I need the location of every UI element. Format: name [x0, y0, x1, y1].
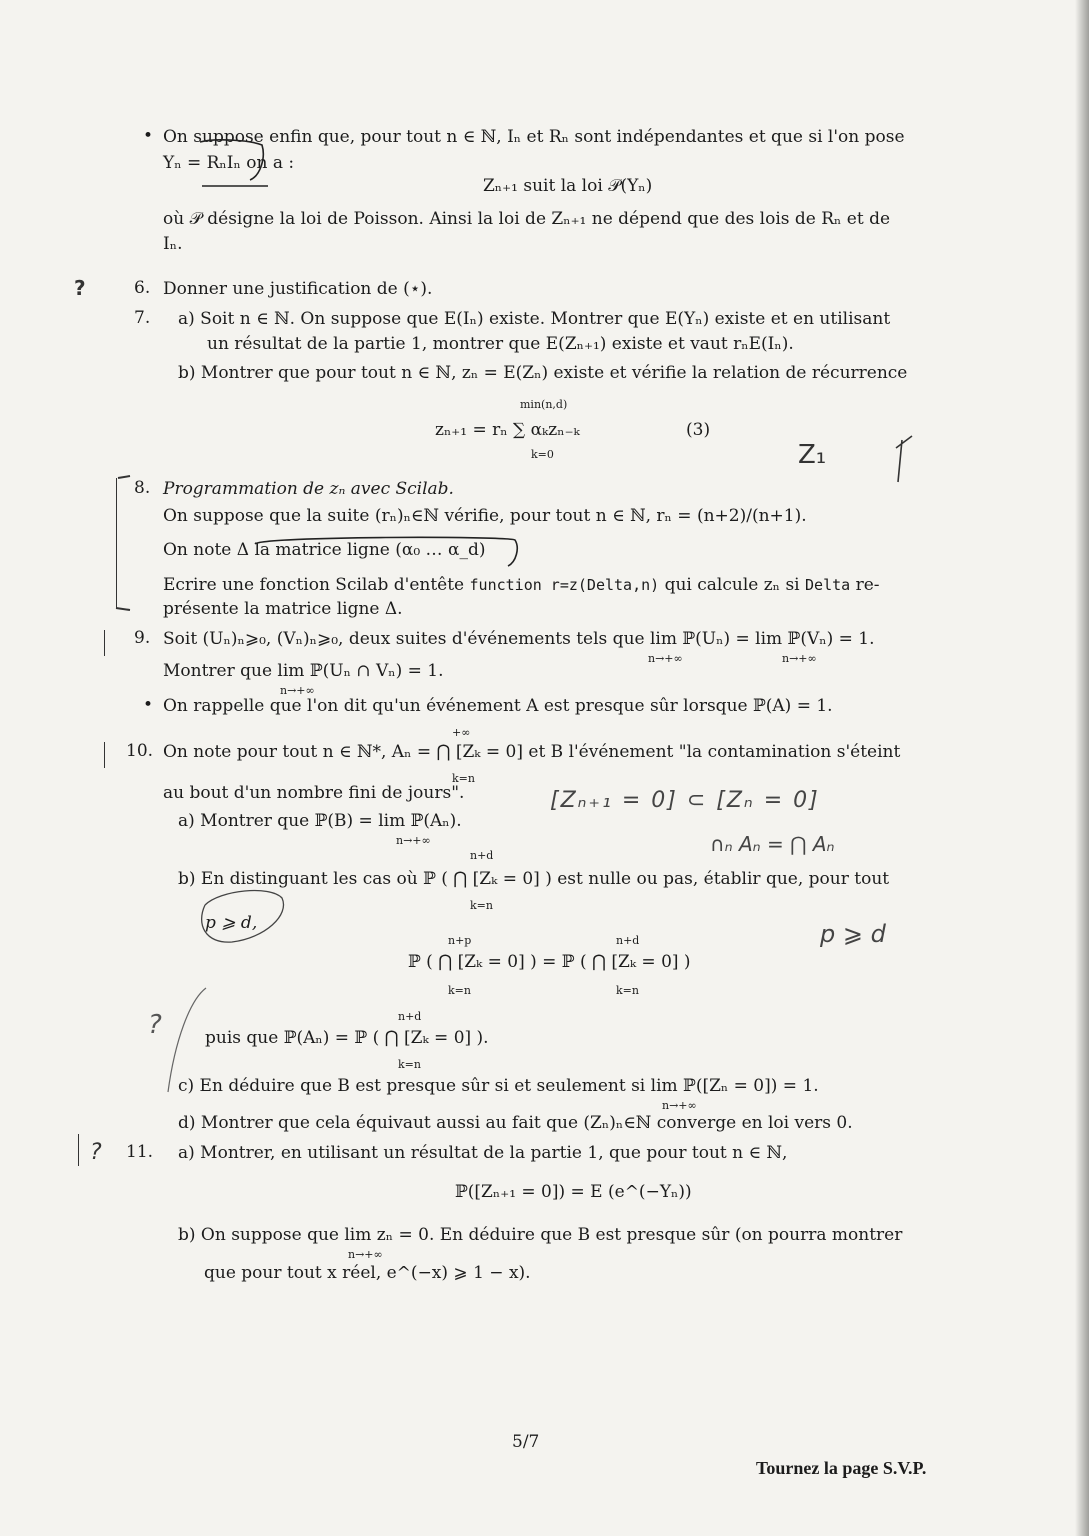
q8-line3-text-b: qui calcule zₙ si	[664, 575, 800, 595]
bullet1-line3: où 𝒫 désigne la loi de Poisson. Ainsi la loi de Zₙ₊₁ ne dépend que des lois de Rₙ et de	[163, 209, 891, 229]
q10-eq-bottom2: k=n	[616, 984, 639, 997]
q10-a-lim: n→+∞	[396, 834, 431, 847]
q8-code-function: function r=z(Delta,n)	[469, 576, 660, 594]
q10-c-lim: n→+∞	[662, 1099, 697, 1112]
q8-line1: On suppose que la suite (rₙ)ₙ∈ℕ vérifie, pour tout n ∈ ℕ, rₙ = (n+2)/(n+1).	[163, 506, 807, 526]
q11-a: a) Montrer, en utilisant un résultat de la partie 1, que pour tout n ∈ ℕ,	[178, 1143, 788, 1163]
q10-b-bottom: k=n	[470, 899, 493, 912]
q8-number: 8.	[134, 478, 151, 498]
q7-formula-main: zₙ₊₁ = rₙ ∑ αₖzₙ₋ₖ	[435, 420, 580, 440]
q7-a-line1: a) Soit n ∈ ℕ. On suppose que E(Iₙ) existe. Montrer que E(Yₙ) existe et en utilisant	[178, 309, 891, 329]
page-number: 5/7	[512, 1432, 540, 1452]
q10-c: c) En déduire que B est presque sûr si et seulement si lim ℙ([Zₙ = 0]) = 1.	[178, 1076, 819, 1096]
handwritten-note-intersection: ∩ₙ Aₙ = ⋂ Aₙ	[710, 832, 835, 856]
q7-formula-top: min(n,d)	[520, 398, 568, 411]
q10-b-line2: p ⩾ d,	[205, 913, 258, 933]
q6-number: 6.	[134, 278, 151, 298]
q8-line3-text-a: Ecrire une fonction Scilab d'entête	[163, 575, 465, 595]
q9-lim-sub-2: n→+∞	[782, 652, 817, 665]
bullet1-formula: Zₙ₊₁ suit la loi 𝒫(Yₙ)	[483, 176, 653, 196]
q10-b3-top: n+d	[398, 1010, 422, 1023]
q10-number: 10.	[126, 741, 154, 761]
q11-number: 11.	[126, 1142, 154, 1162]
bullet1-line2: Yₙ = RₙIₙ on a :	[163, 153, 295, 173]
q10-d: d) Montrer que cela équivaut aussi au fait que (Zₙ)ₙ∈ℕ converge en loi vers 0.	[178, 1113, 853, 1133]
q7-number: 7.	[134, 308, 151, 328]
q9-line1: Soit (Uₙ)ₙ⩾₀, (Vₙ)ₙ⩾₀, deux suites d'événements tels que lim ℙ(Uₙ) = lim ℙ(Vₙ) = 1.	[163, 629, 875, 649]
q10-eq-bottom1: k=n	[448, 984, 471, 997]
q10-b-top: n+d	[470, 849, 494, 862]
q10-b3-bottom: k=n	[398, 1058, 421, 1071]
q8-title: Programmation de zₙ avec Scilab.	[163, 479, 454, 499]
q8-line2: On note Δ la matrice ligne (α₀ … α_d)	[163, 540, 486, 560]
turn-page-note: Tournez la page S.V.P.	[756, 1458, 927, 1478]
q10-eq: ℙ ( ⋂ [Zₖ = 0] ) = ℙ ( ⋂ [Zₖ = 0] )	[408, 952, 691, 972]
q10-a: a) Montrer que ℙ(B) = lim ℙ(Aₙ).	[178, 811, 462, 831]
handwritten-note-p-geq-d: p ⩾ d	[820, 920, 886, 948]
bullet-dot: •	[143, 126, 154, 146]
handwritten-note-inclusion: [Zₙ₊₁ = 0] ⊂ [Zₙ = 0]	[550, 788, 820, 813]
bullet-dot-2: •	[143, 695, 154, 715]
q7-a-line2: un résultat de la partie 1, montrer que E(Zₙ₊₁) existe et vaut rₙE(Iₙ).	[207, 334, 794, 354]
q10-eq-top2: n+d	[616, 934, 640, 947]
q9-number: 9.	[134, 628, 151, 648]
q8-code-delta: Delta	[805, 576, 851, 594]
q9-line2: Montrer que lim ℙ(Uₙ ∩ Vₙ) = 1.	[163, 661, 444, 681]
q9-lim-sub-1: n→+∞	[648, 652, 683, 665]
handwritten-question-mark-3: ?	[148, 1010, 162, 1040]
q9-lim-sub-3: n→+∞	[280, 684, 315, 697]
handwritten-z1: Z₁	[798, 440, 827, 470]
q6-text: Donner une justification de (⋆).	[163, 279, 433, 299]
q11-formula: ℙ([Zₙ₊₁ = 0]) = E (e^(−Yₙ))	[455, 1182, 692, 1202]
q11-b-line1: b) On suppose que lim zₙ = 0. En déduire que B est presque sûr (on pourra montrer	[178, 1225, 903, 1245]
q8-line4: présente la matrice ligne Δ.	[163, 599, 403, 619]
handwritten-question-mark-1: ?	[74, 276, 86, 300]
q11-b-lim: n→+∞	[348, 1248, 383, 1261]
bullet2-text: On rappelle que l'on dit qu'un événement A est presque sûr lorsque ℙ(A) = 1.	[163, 696, 833, 716]
q10-eq-top1: n+p	[448, 934, 472, 947]
q10-b-line1: b) En distinguant les cas où ℙ ( ⋂ [Zₖ = 0] ) est nulle ou pas, établir que, pour tout	[178, 869, 890, 889]
q10-b-line3: puis que ℙ(Aₙ) = ℙ ( ⋂ [Zₖ = 0] ).	[205, 1028, 489, 1048]
q10-line1: On note pour tout n ∈ ℕ*, Aₙ = ⋂ [Zₖ = 0] et B l'événement "la contamination s'éteint	[163, 742, 901, 762]
q11-b-line2: que pour tout x réel, e^(−x) ⩾ 1 − x).	[204, 1263, 531, 1283]
q7-formula-bottom: k=0	[531, 448, 554, 461]
q7-formula-tag: (3)	[686, 420, 711, 440]
handwritten-question-mark-2: ?	[90, 1140, 102, 1165]
q10-line2: au bout d'un nombre fini de jours".	[163, 783, 465, 803]
bullet1-line4: Iₙ.	[163, 234, 183, 254]
q8-line3-text-c: re-	[855, 575, 880, 595]
q7-b-line1: b) Montrer que pour tout n ∈ ℕ, zₙ = E(Zₙ) existe et vérifie la relation de récurrence	[178, 363, 908, 383]
q10-cap-top: +∞	[452, 726, 471, 739]
bullet1-line1: On suppose enfin que, pour tout n ∈ ℕ, Iₙ et Rₙ sont indépendantes et que si l'on pose	[163, 127, 905, 147]
q10-cap-bottom: k=n	[452, 772, 475, 785]
